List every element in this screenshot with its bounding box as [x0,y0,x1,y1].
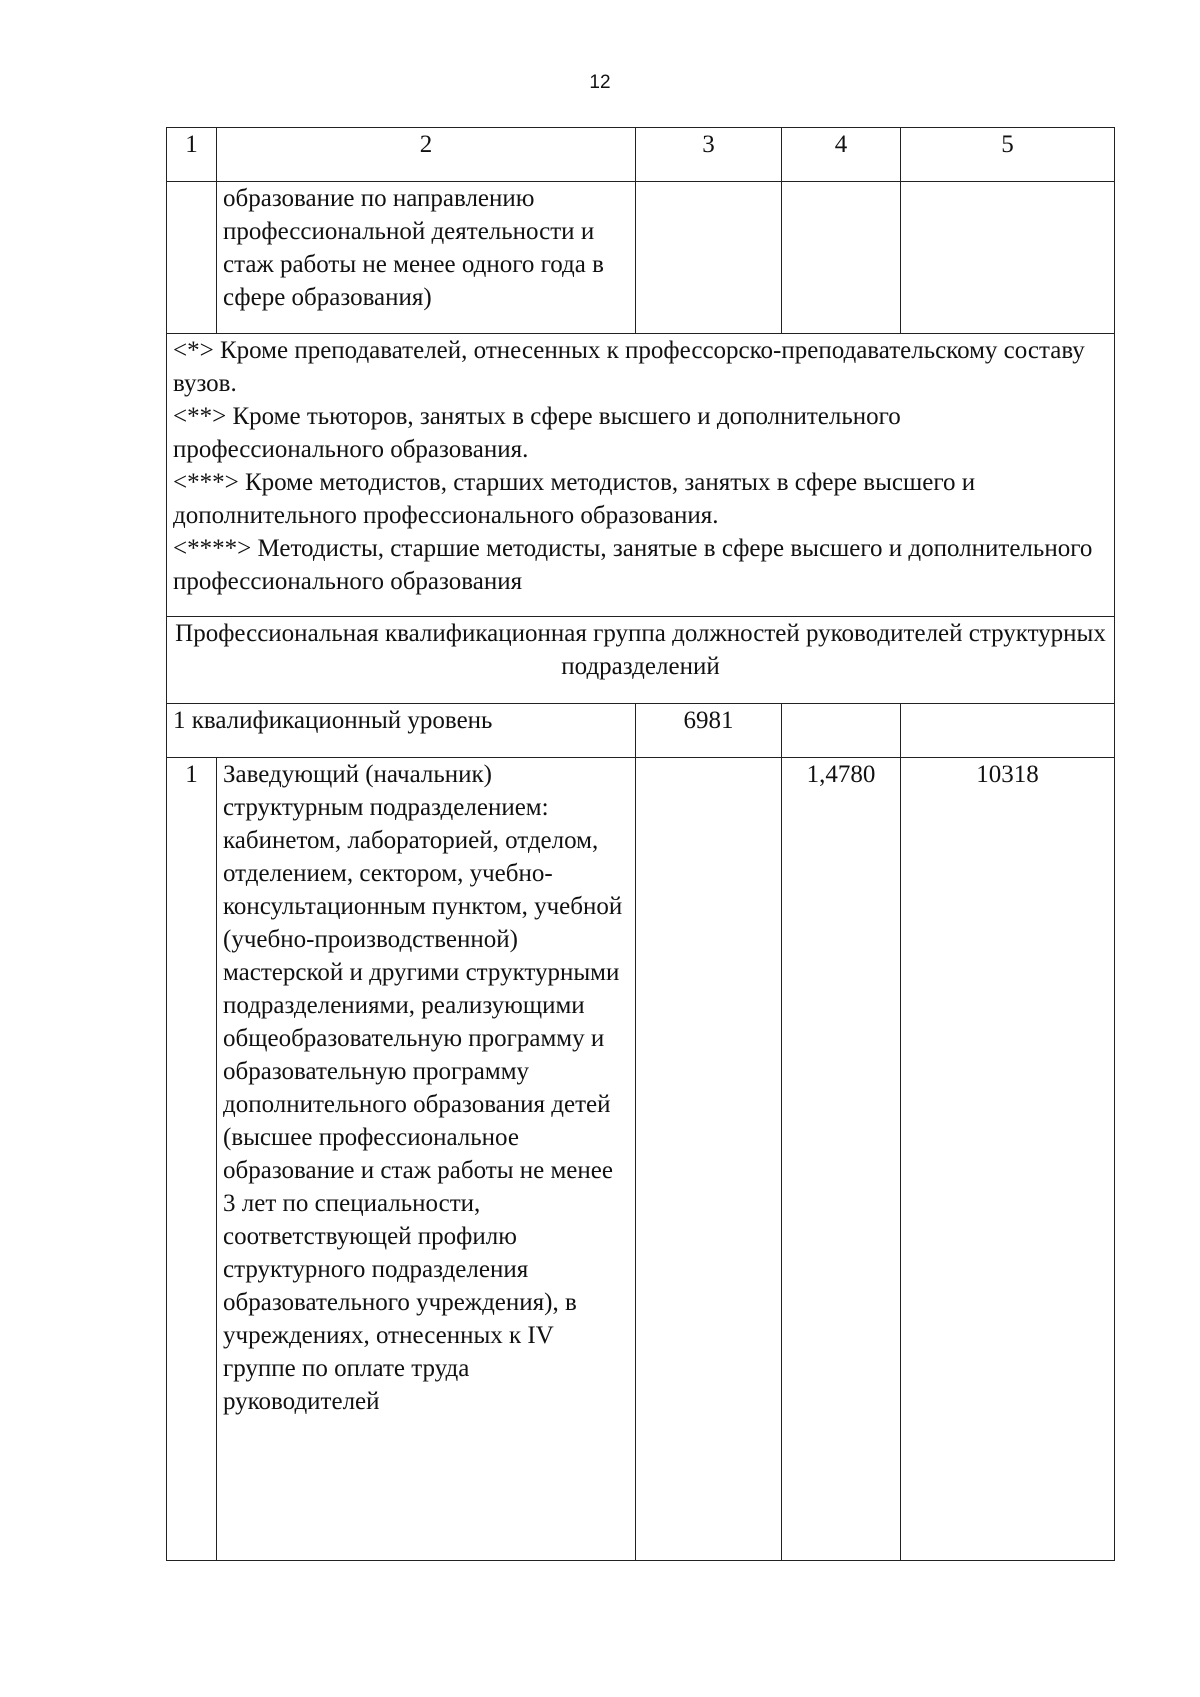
table-row-group-title [167,617,1115,704]
salary-table [166,127,1115,1561]
level-col5 [901,704,1115,758]
header-col-2: 2 [217,128,636,182]
footnote-4: <****> Методисты, старшие методисты, занятые в сфере высшего и дополнительного профессионального образования [173,535,1093,595]
cell-continuation-col4 [782,182,901,334]
header-col-5: 5 [901,128,1115,182]
level-col4 [782,704,901,758]
table-row-position [167,758,1115,1561]
cell-continuation-col3 [636,182,782,334]
position-salary: 10318 [901,758,1115,1561]
cell-continuation-col1 [167,182,217,334]
table-row-level [167,704,1115,758]
footnote-3: <***> Кроме методистов, старших методистов, занятых в сфере высшего и дополнительного профессионального образования. [173,469,976,529]
footnotes-cell [167,334,1115,617]
table-row-notes [167,334,1115,617]
header-col-4: 4 [782,128,901,182]
table-header-row [167,128,1115,182]
header-col-3: 3 [636,128,782,182]
page-number: 12 [589,72,611,93]
footnote-1: <*> Кроме преподавателей, отнесенных к профессорско-преподавательскому составу вузов. [173,337,1085,397]
header-col-1: 1 [167,128,217,182]
group-title: Профессиональная квалификационная группа должностей руководителей структурных подразделений [167,617,1115,704]
position-col3 [636,758,782,1561]
level-label: 1 квалификационный уровень [167,704,636,758]
cell-continuation-col5 [901,182,1115,334]
level-base-salary: 6981 [636,704,782,758]
position-description: Заведующий (начальник) структурным подразделением: кабинетом, лабораторией, отделом, отделением, сектором, учебно-консультационным пунктом, учебной (учебно-производственной) мастерской и другими структурными подразделениями, реализующими общеобразовательную программу и образовательную программу дополнительного образования детей (высшее профессиональное образование и стаж работы не менее 3 лет по специальности, соответствующей профилю структурного подразделения образовательного учреждения), в учреждениях, отнесенных к IV группе по оплате труда руководителей [217,758,636,1561]
position-coefficient: 1,4780 [782,758,901,1561]
cell-continuation-text: образование по направлению профессиональной деятельности и стаж работы не менее одного года в сфере образования) [217,182,636,334]
position-number: 1 [167,758,217,1561]
table-row-continuation [167,182,1115,334]
footnote-2: <**> Кроме тьюторов, занятых в сфере высшего и дополнительного профессионального образования. [173,403,901,463]
